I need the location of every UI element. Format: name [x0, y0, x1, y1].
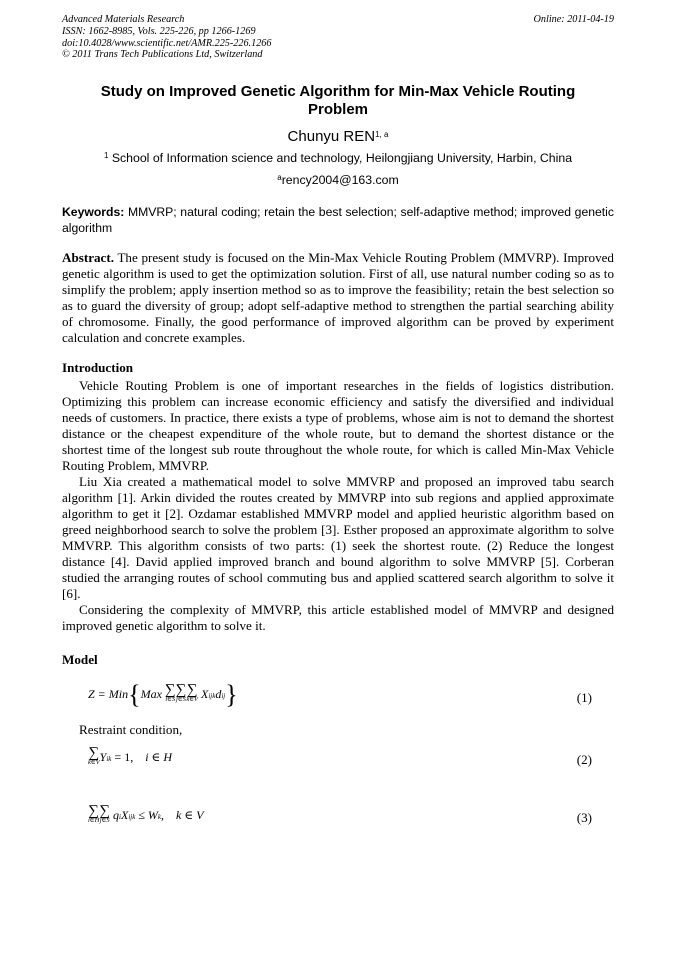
intro-paragraph-2: Liu Xia created a mathematical model to solve MMVRP and proposed an improved tabu search algorithm [1]. Arkin divided the routes created by MMVRP into sub regions and applied approximate algorithm to get it [2]. Ozdamar established MMVRP model and applied heuristic algorithm based on greed neighborhood search to solve the problem [3]. Esther proposed an approximate algorithm to solve MMVRP. This algorithm consists of two parts: (1) seek the shortest route. (2) Reduce the longest distance [4]. David applied improved branch and bound algorithm to solve MMVRP [5]. Corberan studied the arranging routes of school commuting bus and applied scattered search algorithm to solve it [6].: [62, 474, 614, 602]
affiliation: [62, 150, 614, 166]
eq3-rhs-sub: k: [157, 812, 162, 821]
eq3-sum-2: ∑ j∈S: [99, 803, 111, 825]
eq1-sum-2: ∑ j∈S: [175, 682, 187, 704]
copyright-line: © 2011 Trans Tech Publications Ltd, Switzerland: [62, 49, 263, 61]
abstract-text: The present study is focused on the Min-Max Vehicle Routing Problem (MMVRP). Improved genetic algorithm is used to get the optimization solution. First of all, use natural number coding so as to simplify the problem; apply insertion method so as to improve the feasibility; retain the best selection so as to guard the diversity of group; adopt self-adaptive method to strengthen the partial searching ability of chromosome. Finally, the good performance of improved algorithm can be proved by experiment calculation and concrete examples.: [62, 250, 614, 346]
equation-3: [62, 803, 614, 842]
model-heading: Model: [62, 652, 98, 668]
online-date: Online: 2011-04-19: [533, 14, 614, 25]
email-sup: a: [277, 173, 282, 183]
eq3-x: X: [120, 807, 129, 822]
issn-line: ISSN: 1662-8985, Vols. 225-226, pp 1266-1269: [62, 25, 256, 37]
eq2-condition: i ∈ H: [145, 749, 173, 764]
keywords: [62, 204, 614, 236]
journal-name: Advanced Materials Research: [62, 14, 185, 25]
eq1-d-sub: ij: [221, 691, 226, 700]
eq1-lhs: Z = Min: [88, 686, 129, 701]
equation-2: [62, 745, 614, 784]
restraint-label: Restraint condition,: [79, 722, 183, 738]
abstract-label: Abstract.: [62, 250, 114, 266]
author-name: Chunyu REN: [287, 128, 376, 146]
eq3-sum-1: ∑ i∈H: [88, 803, 100, 825]
abstract: [62, 250, 614, 346]
keywords-label: Keywords:: [62, 205, 125, 220]
introduction-heading: Introduction: [62, 360, 134, 376]
eq2-rhs: = 1,: [114, 749, 134, 764]
eq3-q-sub: i: [119, 812, 121, 821]
equation-2-formula: [88, 745, 173, 768]
eq2-sum: ∑ k∈V: [88, 745, 100, 767]
affiliation-sup: 1: [103, 151, 109, 161]
author-line: [62, 128, 614, 146]
eq1-left-brace: {: [128, 680, 141, 710]
eq2-y-sub: ik: [106, 754, 112, 763]
journal-header: [62, 14, 614, 61]
paper-page: [62, 14, 614, 842]
equation-2-number: (2): [576, 752, 592, 768]
eq1-x: X: [201, 686, 209, 701]
eq1-max: Max: [140, 686, 162, 701]
paper-title: Study on Improved Genetic Algorithm for Min-Max Vehicle Routing Problem: [100, 83, 576, 119]
eq3-rhs-end: ,: [161, 807, 165, 822]
keywords-text: MMVRP; natural coding; retain the best selection; self-adaptive method; improved genetic algorithm: [62, 205, 614, 236]
equation-3-formula: [88, 803, 204, 826]
intro-paragraph-1: Vehicle Routing Problem is one of important researches in the fields of logistics distribution. Optimizing this problem can increase economic efficiency and satisfy the diversified and individual needs of customers. In practice, there exists a type of problems, whose aim is not to demand the shortest distance or the cheapest expenditure of the whole route, but to demand the shortest distance or the shortest time of the longest sub route throughout the whole route, for which is called Min-Max Vehicle Routing Problem, MMVRP.: [62, 378, 614, 474]
equation-1-formula: [88, 680, 238, 710]
email-text: rency2004@163.com: [281, 173, 399, 188]
affiliation-text: School of Information science and technology, Heilongjiang University, Harbin, China: [111, 151, 573, 166]
eq1-right-brace: }: [225, 680, 238, 710]
author-sup: 1, a: [375, 130, 389, 140]
eq3-q: q: [113, 807, 120, 822]
eq3-x-sub: ijk: [128, 812, 136, 821]
equation-1: [62, 680, 614, 718]
intro-paragraph-3: Considering the complexity of MMVRP, this article established model of MMVRP and designed improved genetic algorithm to solve it.: [62, 602, 614, 634]
author-email: [62, 172, 614, 188]
eq2-y: Y: [99, 749, 107, 764]
eq1-sum-1: ∑ i∈S: [164, 682, 176, 704]
eq1-d: d: [215, 686, 222, 701]
eq1-sum-3: ∑ k∈V: [186, 682, 198, 704]
eq3-rhs: ≤ W: [138, 807, 158, 822]
equation-3-number: (3): [576, 810, 592, 826]
eq3-condition: k ∈ V: [176, 807, 204, 822]
eq1-x-sub: ijk: [208, 691, 216, 700]
equation-1-number: (1): [576, 690, 592, 706]
doi-line: doi:10.4028/www.scientific.net/AMR.225-226.1266: [62, 37, 272, 49]
